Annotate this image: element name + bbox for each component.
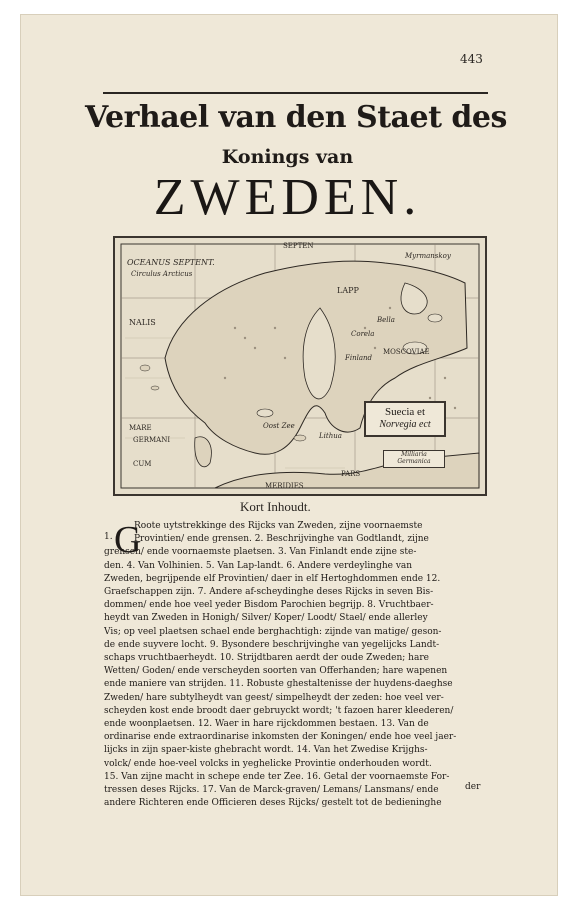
map-label-circulus: Circulus Arcticus — [131, 270, 193, 278]
text-line: Graefschappen zijn. 7. Andere af-scheydinghe deses Rijcks in seven Bis- — [104, 587, 434, 598]
text-line: andere Richteren ende Officieren deses Rijcks/ gestelt tot de bedieninghe — [104, 798, 442, 809]
text-line: Provintien/ ende grensen. 2. Beschrijvinghe van Godtlandt, zijne — [134, 534, 429, 545]
dropcap-letter: G — [114, 519, 142, 561]
map-label-lithua: Lithua — [319, 432, 342, 440]
text-line: Roote uytstrekkinge des Rijcks van Zweden, zijne voornaemste — [134, 521, 423, 531]
catchword: der — [465, 782, 481, 792]
cartouche-line-2: Norvegia ect — [379, 419, 431, 430]
text-line: den. 4. Van Volhinien. 5. Van Lap-landt. 6. Andere verdeylinghe van — [104, 560, 413, 571]
map-label-oceanus: OCEANUS SEPTENT. — [127, 258, 215, 267]
text-line: schaps vruchtbaerheydt. 10. Strijdtbaren aerdt der oude Zweden; hare — [104, 653, 429, 664]
section-subtitle: Kort Inhoudt. — [240, 499, 311, 514]
text-line: Zweden/ hare subtylheydt van geest/ simpelheydt der zeden: hoe veel ver- — [104, 692, 444, 703]
map-label-moscoviae: MOSCOVIAE — [383, 348, 430, 356]
map-label-lapp: LAPP — [337, 286, 359, 295]
map-label-septen: SEPTEN — [283, 242, 314, 250]
text-line: Wetten/ Goden/ ende verscheyden soorten van Offerhanden; hare wapenen — [104, 666, 448, 677]
map-cartouche — [364, 401, 446, 437]
map-scale: Milliaria Germanica — [383, 450, 445, 468]
text-line: Zweden, begrijpende elf Provintien/ daer in elf Hertoghdommen ende 12. — [104, 573, 441, 584]
map-label-nalis: NALIS — [129, 318, 156, 327]
map-label-corela: Corela — [351, 330, 375, 338]
cartouche-line-1: Suecia et — [384, 406, 425, 418]
map-label-bella: Bella — [377, 316, 395, 324]
text-line: ende maniere van strijden. 11. Robuste ghestaltenisse der huydens-daeghse — [104, 679, 453, 690]
text-line: heydt van Zweden in Honigh/ Silver/ Koper/ Loodt/ Stael/ ende allerley — [104, 613, 428, 624]
text-line: dommen/ ende hoe veel yeder Bisdom Parochien begrijp. 8. Vruchtbaer- — [104, 600, 434, 611]
title-line-1: Verhael van den Staet des — [85, 100, 507, 135]
text-line: Vis; op veel plaetsen schael ende berghachtigh: zijnde van matige/ geson- — [104, 626, 442, 637]
header-rule — [103, 92, 488, 94]
map-label-finland: Finland — [345, 354, 373, 362]
map-label-germani: GERMANI — [133, 436, 171, 444]
map-label-myrman: Myrmanskoy — [405, 252, 451, 260]
text-line: ende woonplaetsen. 12. Waer in hare rijckdommen bestaen. 13. Van de — [104, 719, 429, 730]
text-line: ordinarise ende extraordinarise inkomsten der Koningen/ ende hoe veel jaer- — [104, 732, 457, 743]
dropcap-number: 1. — [104, 532, 113, 542]
map-label-cum: CUM — [133, 460, 152, 468]
map-label-oost-zee: Oost Zee — [263, 422, 295, 430]
text-line: tressen deses Rijcks. 17. Van de Marck-graven/ Lemans/ Lansmans/ ende — [104, 785, 439, 796]
title-line-3: ZWEDEN. — [153, 169, 422, 226]
page-number: 443 — [460, 52, 483, 66]
text-line: grensen/ ende voornaemste plaetsen. 3. Van Finlandt ende zijne ste- — [104, 547, 417, 558]
map-label-pars: PARS — [341, 470, 361, 478]
map-label-meridies: MERIDIES — [265, 482, 304, 490]
map-label-mare: MARE — [129, 424, 152, 432]
text-line: 15. Van zijne macht in schepe ende ter Zee. 16. Getal der voornaemste For- — [104, 771, 450, 782]
text-line: scheyden kost ende broodt daer gebruyckt wordt; 't fazoen harer kleederen/ — [104, 705, 454, 716]
text-line: de ende suyvere locht. 9. Bysondere beschrijvinghe van yegelijcks Landt- — [104, 639, 440, 650]
map-engraving — [113, 236, 487, 496]
body-text — [104, 520, 492, 810]
title-line-2: Konings van — [221, 146, 354, 168]
text-line: lijcks in zijn spaer-kiste ghebracht wordt. 14. Van het Zwedise Krijghs- — [104, 745, 428, 756]
text-line: volck/ ende hoe-veel volcks in yeghelicke Provintie onderhouden wordt. — [104, 758, 432, 769]
